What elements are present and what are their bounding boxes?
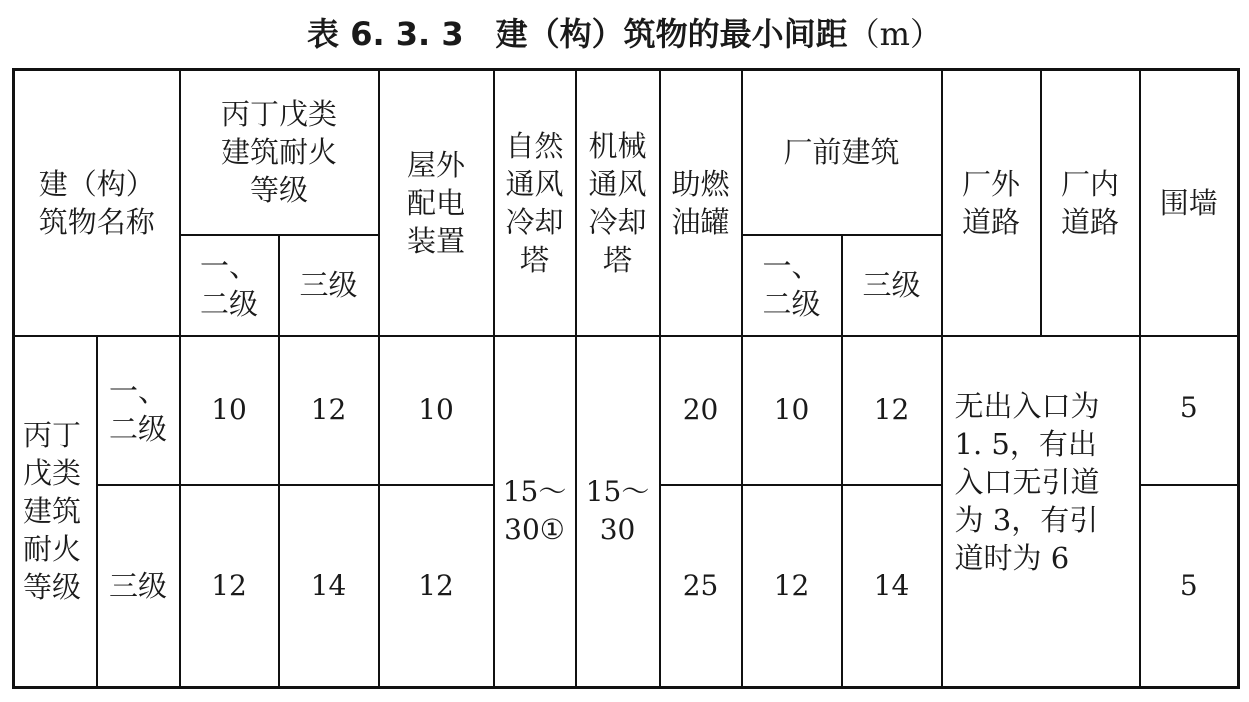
cell: 14 [842, 485, 942, 688]
header-front-grade-3: 三级 [842, 235, 942, 336]
cell: 12 [180, 485, 279, 688]
table-caption [0, 0, 1249, 68]
cell: 25 [660, 485, 742, 688]
cell: 12 [379, 485, 494, 688]
cell-road-note: 无出入口为 1. 5，有出 入口无引道 为 3，有引 道时为 6 [942, 336, 1140, 688]
header-inner-road: 厂内 道路 [1041, 70, 1140, 336]
header-oil-tank: 助燃 油罐 [660, 70, 742, 336]
header-wall: 围墙 [1140, 70, 1239, 336]
header-bingding-class: 丙丁戊类 建筑耐火 等级 [180, 70, 379, 235]
spacing-table [12, 68, 1240, 689]
row-group-label: 丙丁 戊类 建筑 耐火 等级 [14, 336, 97, 688]
header-grade-3: 三级 [279, 235, 379, 336]
cell: 12 [742, 485, 842, 688]
cell: 12 [279, 336, 379, 485]
cell-mechanical-cooling-tower: 15～ 30 [576, 336, 660, 688]
header-outer-road: 厂外 道路 [942, 70, 1041, 336]
header-front-building: 厂前建筑 [742, 70, 942, 235]
header-row-1 [14, 70, 1239, 235]
cell-natural-cooling-tower: 15～ 30① [494, 336, 576, 688]
caption-unit: （m） [847, 15, 942, 53]
header-building-name: 建（构） 筑物名称 [14, 70, 180, 336]
header-natural-cooling-tower: 自然 通风 冷却 塔 [494, 70, 576, 336]
header-outdoor-substation: 屋外 配电 装置 [379, 70, 494, 336]
cell: 14 [279, 485, 379, 688]
cell: 10 [379, 336, 494, 485]
row-label-grade-1-2: 一、 二级 [97, 336, 180, 485]
header-mechanical-cooling-tower: 机械 通风 冷却 塔 [576, 70, 660, 336]
cell: 10 [742, 336, 842, 485]
caption-title: 表 6. 3. 3 建（构）筑物的最小间距 [307, 15, 848, 53]
row-label-grade-3: 三级 [97, 485, 180, 688]
table-row [14, 336, 1239, 485]
header-grade-1-2: 一、 二级 [180, 235, 279, 336]
header-front-grade-1-2: 一、 二级 [742, 235, 842, 336]
cell: 10 [180, 336, 279, 485]
cell: 12 [842, 336, 942, 485]
cell: 20 [660, 336, 742, 485]
cell-wall: 5 [1140, 336, 1239, 485]
cell-wall: 5 [1140, 485, 1239, 688]
